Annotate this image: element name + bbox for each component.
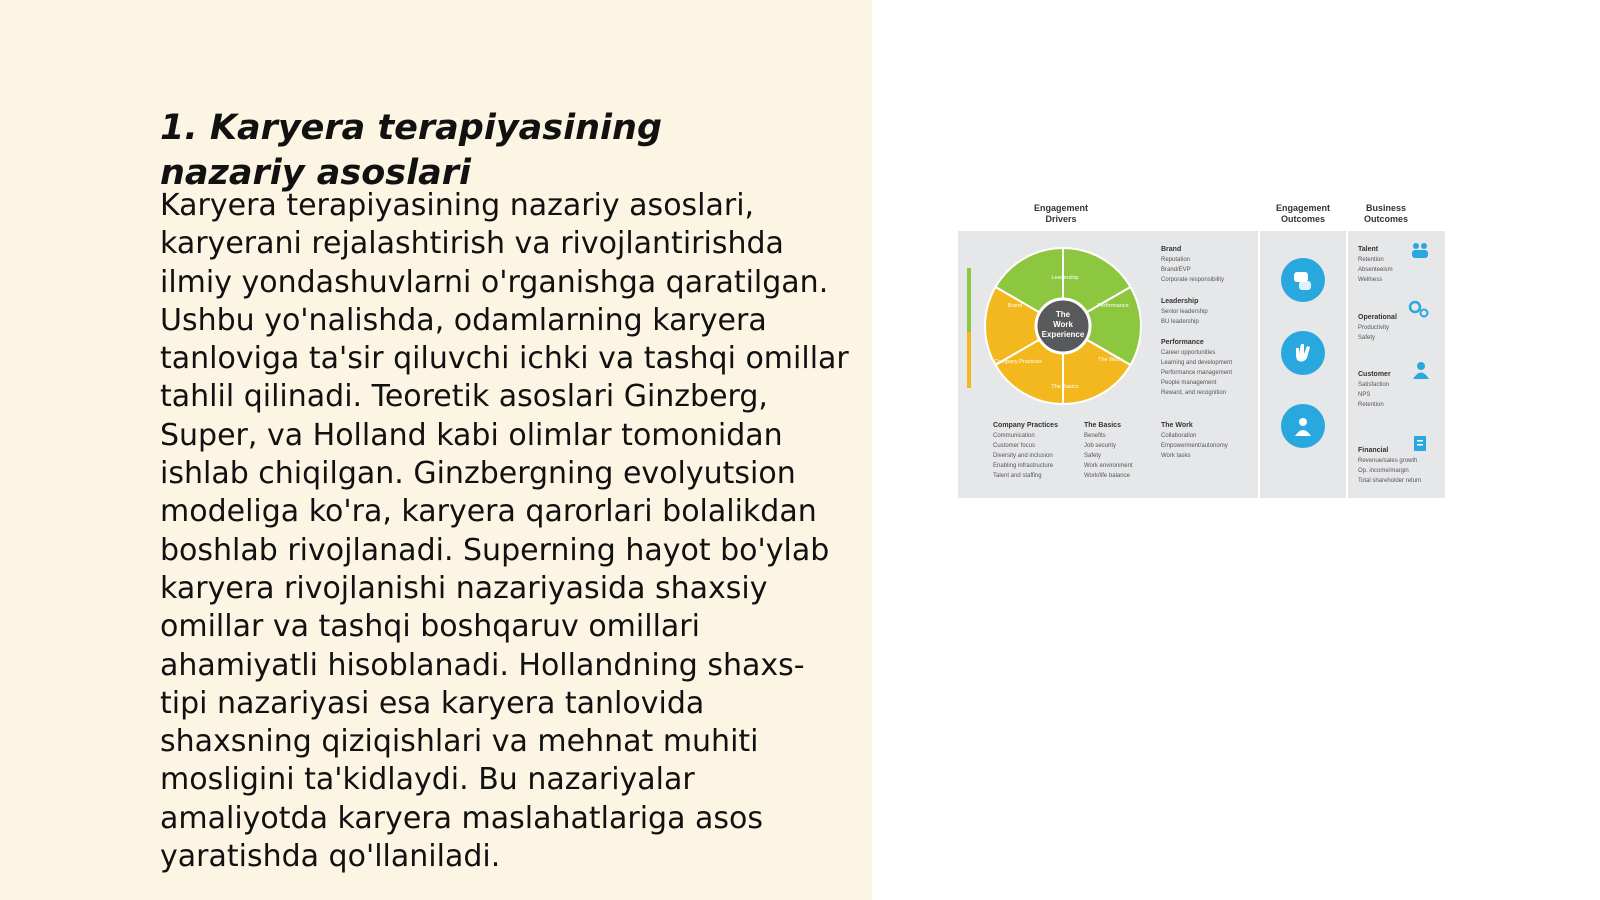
figure-label: Collaboration — [1161, 433, 1197, 439]
figure-label: Leadership — [1161, 298, 1199, 305]
figure-label: Performance management — [1161, 370, 1233, 376]
figure-label: Retention — [1358, 402, 1384, 408]
wheel-center-line2: Work — [1053, 320, 1073, 329]
wheel-center-line3: Experience — [1041, 330, 1085, 339]
figure-label: Retention — [1358, 257, 1384, 263]
figure-label: Wellness — [1358, 277, 1383, 283]
figure-label: Safety — [1084, 453, 1102, 459]
figure-label: Enabling infrastructure — [993, 463, 1054, 469]
wheel-label-performance: Performance — [1097, 303, 1129, 309]
figure-label: Work environment — [1084, 463, 1133, 469]
figure-label: Total shareholder return — [1358, 478, 1422, 484]
header-drivers-line1: Engagement — [1033, 203, 1089, 213]
figure-label: Brand — [1161, 246, 1182, 253]
figure-label: Benefits — [1084, 433, 1106, 439]
figure-label: Op. income/margin — [1358, 468, 1409, 474]
wheel-label-brand: Brand — [1007, 303, 1023, 309]
figure-label: Corporate responsibility — [1161, 277, 1225, 283]
header-business-outcomes-line1: Business — [1365, 203, 1407, 213]
wheel-label-company-practices: Company Practices — [994, 359, 1042, 365]
document-icon — [1414, 436, 1426, 451]
figure-label: Performance — [1161, 339, 1204, 346]
figure-label: Safety — [1358, 335, 1376, 341]
header-engagement-outcomes-line1: Engagement — [1275, 203, 1331, 213]
figure-label: Communication — [993, 433, 1035, 439]
figure-label: Customer — [1358, 371, 1391, 378]
slide-title: 1. Karyera terapiyasining nazariy asoslari — [160, 108, 662, 193]
figure-label: Work tasks — [1161, 453, 1191, 459]
figure-label: Talent and staffing — [993, 473, 1042, 479]
figure-label: Company Practices — [993, 422, 1058, 429]
header-business-outcomes-line2: Outcomes — [1363, 214, 1409, 224]
work-experience-wheel — [985, 248, 1141, 404]
figure-label: NPS — [1358, 392, 1371, 398]
figure-label: Empowerment/autonomy — [1161, 443, 1228, 449]
wheel-label-leadership: Leadership — [1051, 275, 1079, 281]
figure-label: Customer focus — [993, 443, 1036, 449]
figure-label: Operational — [1358, 314, 1397, 321]
header-engagement-outcomes-line2: Outcomes — [1280, 214, 1326, 224]
slide-body-text: Karyera terapiyasining nazariy asoslari, karyerani rejalashtirish va rivojlantirishda ilmiy yondashuvlarni o'rganishga qaratilgan. Ushbu yo'nalishda, odamlarning karyera tanloviga ta'sir qiluvchi ichki va tashqi omillar tahlil qilinadi. Teoretik asoslari Ginzberg, Super, va Holland kabi olimlar tomonidan ishlab chiqilgan. Ginzbergning evolyutsion modeliga ko'ra, karyera qarorlari bolalikdan boshlab rivojlanadi. Superning hayot bo'ylab karyera rivojlanishi nazariyasida shaxsiy omillar va tashqi boshqaruv omillari ahamiyatli hisoblanadi. Hollandning shaxs-tipi nazariyasi esa karyera tanlovida shaxsning qiziqishlari va mehnat muhiti mosligini ta'kidlaydi. Bu nazariyalar amaliyotda karyera maslahatlariga asos yaratishda qo'llaniladi. — [160, 188, 849, 875]
figure-label: Talent — [1358, 246, 1379, 253]
figure-label: Reward, and recognition — [1161, 390, 1227, 396]
figure-label: Senior leadership — [1161, 309, 1208, 315]
strive-icon — [1281, 404, 1325, 448]
figure-label: Revenue/sales growth — [1358, 458, 1418, 464]
engagement-model-figure — [958, 198, 1445, 498]
figure-label: Reputation — [1161, 257, 1191, 263]
wheel-label-the-work: The Work — [1098, 357, 1122, 363]
figure-label: Job security — [1084, 443, 1117, 449]
figure-label: Work/life balance — [1084, 473, 1130, 479]
wheel-label-the-basics: The Basics — [1051, 384, 1079, 390]
figure-label: Absenteeism — [1358, 267, 1393, 273]
header-drivers-line2: Drivers — [1045, 214, 1077, 224]
figure-label: Career opportunities — [1161, 350, 1216, 356]
figure-label: The Basics — [1084, 422, 1121, 429]
figure-label: BU leadership — [1161, 319, 1199, 325]
wheel-center-line1: The — [1055, 310, 1071, 319]
side-bar-yellow — [967, 332, 971, 388]
figure-label: People management — [1161, 380, 1217, 386]
figure-label: Diversity and inclusion — [993, 453, 1053, 459]
figure-label: Satisfaction — [1358, 382, 1390, 388]
figure-label: Brand/EVP — [1161, 267, 1191, 273]
say-icon — [1281, 258, 1325, 302]
side-bar-green — [967, 268, 971, 332]
figure-label: Learning and development — [1161, 360, 1233, 366]
figure-label: Productivity — [1358, 325, 1390, 331]
figure-label: Financial — [1358, 447, 1389, 454]
stay-icon — [1281, 331, 1325, 375]
figure-label: The Work — [1161, 422, 1193, 429]
